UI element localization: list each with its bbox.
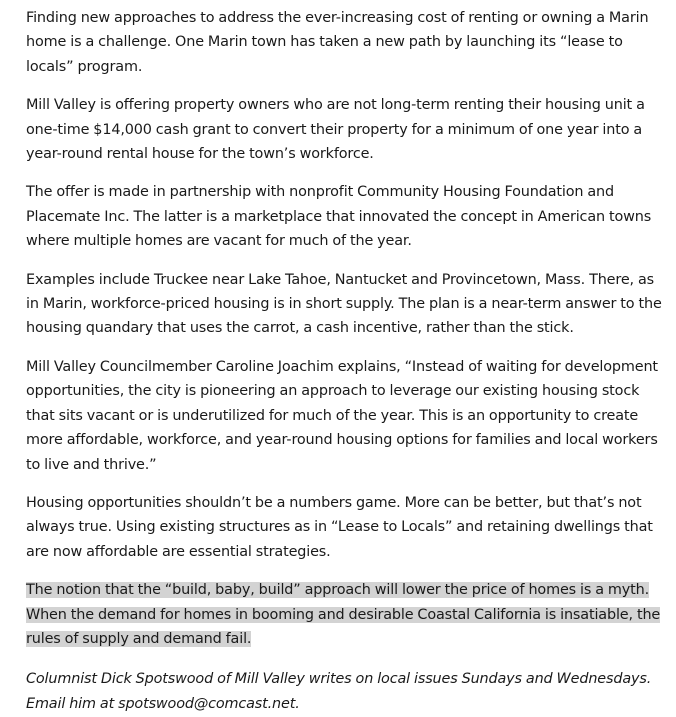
paragraph-grant: Mill Valley is offering property owners who are not long-term renting their housing unit a one-time $14,000 cash grant to convert their property for a minimum of one year into a year-round rental house for the town’s workforce. [26, 97, 645, 163]
paragraph-partnership: The offer is made in partnership with nonprofit Community Housing Foundation and Placemate Inc. The latter is a marketplace that innovated the concept in American towns where multiple homes are vacant for much of the year. [26, 184, 652, 250]
paragraph-intro: Finding new approaches to address the ever-increasing cost of renting or owning a Marin home is a challenge. One Marin town has taken a new path by launching its “lease to locals” program. [26, 10, 649, 75]
highlighted-text[interactable]: The notion that the “build, baby, build” approach will lower the price of homes is a myth. When the demand for homes in booming and desirable Coastal California is insatiable, the rules of supply and demand fail. [26, 582, 661, 647]
article-body [26, 6, 666, 716]
paragraph-examples: Examples include Truckee near Lake Tahoe, Nantucket and Provincetown, Mass. There, as in Marin, workforce-priced housing is in short supply. The plan is a near-term answer to the housing quandary that uses the carrot, a cash incentive, rather than the stick. [26, 271, 662, 337]
highlighted-paragraph[interactable] [26, 578, 666, 651]
paragraph-numbers-game: Housing opportunities shouldn’t be a numbers game. More can be better, but that’s not always true. Using existing structures as in “Lease to Locals” and retaining dwellings that are now affordable are essential strategies. [26, 494, 653, 560]
paragraph-quote: Mill Valley Councilmember Caroline Joachim explains, “Instead of waiting for development opportunities, the city is pioneering an approach to leverage our existing housing stock that sits vacant or is underutilized for much of the year. This is an opportunity to create more affordable, workforce, and year-round housing options for families and local workers to live and thrive.” [26, 358, 658, 473]
author-byline: Columnist Dick Spotswood of Mill Valley writes on local issues Sundays and Wednesdays. Email him at spotswood@comcast.net. [26, 671, 652, 712]
